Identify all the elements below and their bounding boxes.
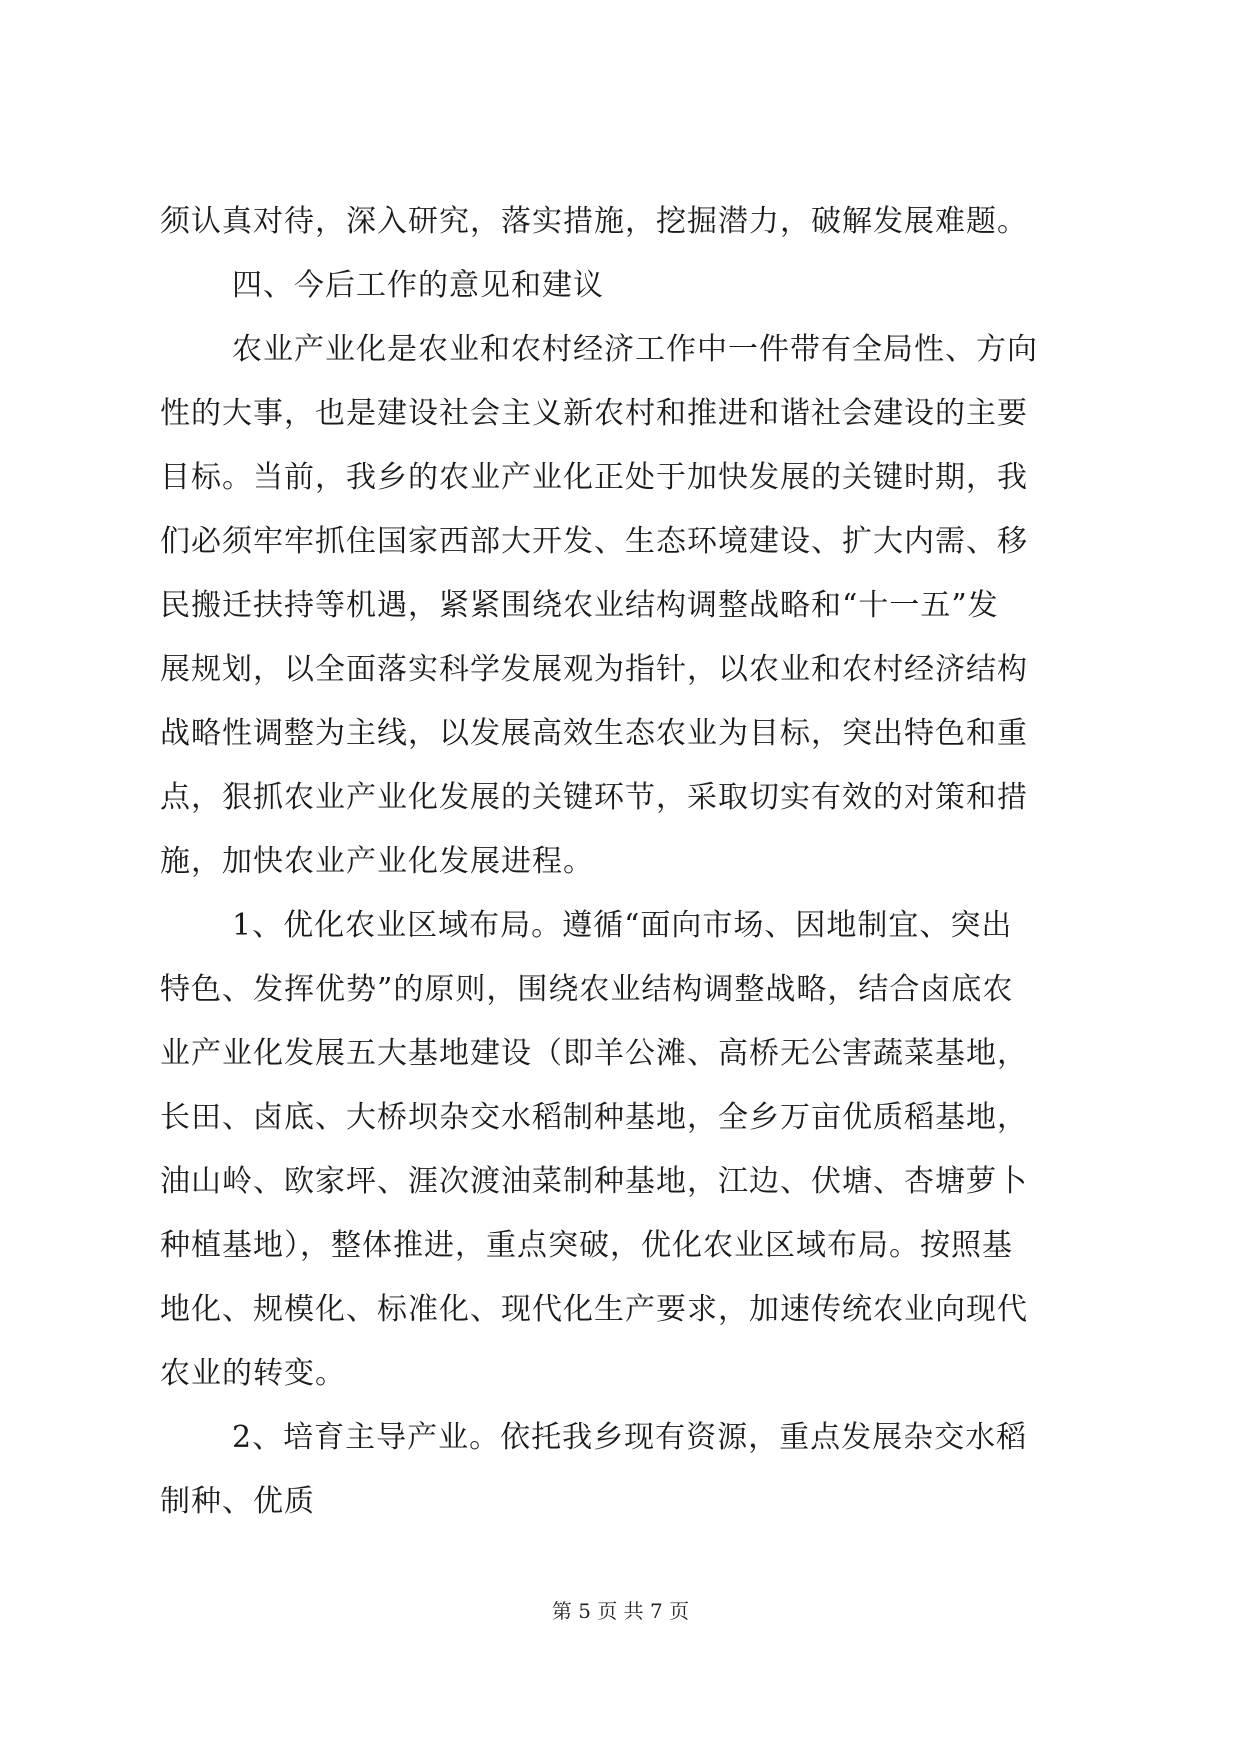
text-line: 2、培育主导产业。依托我乡现有资源，重点发展杂交水稻 <box>232 1420 1028 1455</box>
text-line: 民搬迁扶持等机遇，紧紧围绕农业结构调整战略和“十一五”发 <box>160 588 999 623</box>
document-body <box>160 190 1092 1534</box>
text-line: 油山岭、欧家坪、涯次渡油菜制种基地，江边、伏塘、杏塘萝卜 <box>160 1164 1028 1199</box>
text-line: 1、优化农业区域布局。遵循“面向市场、因地制宜、突出 <box>232 908 1013 943</box>
text-line: 农业的转变。 <box>160 1356 346 1391</box>
text-line: 制种、优质 <box>160 1484 315 1519</box>
text-line: 们必须牢牢抓住国家西部大开发、生态环境建设、扩大内需、移 <box>160 524 1028 559</box>
text-line: 农业产业化是农业和农村经济工作中一件带有全局性、方向 <box>232 332 1038 367</box>
text-line: 地化、规模化、标准化、现代化生产要求，加速传统农业向现代 <box>160 1292 1028 1327</box>
page-number-footer: 第 5 页 共 7 页 <box>551 1599 690 1623</box>
text-line: 战略性调整为主线，以发展高效生态农业为目标，突出特色和重 <box>160 716 1028 751</box>
text-line: 展规划，以全面落实科学发展观为指针，以农业和农村经济结构 <box>160 652 1028 687</box>
section-heading: 四、今后工作的意见和建议 <box>232 268 604 303</box>
text-line: 点，狠抓农业产业化发展的关键环节，采取切实有效的对策和措 <box>160 780 1028 815</box>
text-line: 施，加快农业产业化发展进程。 <box>160 844 594 879</box>
text-line: 性的大事，也是建设社会主义新农村和推进和谐社会建设的主要 <box>160 396 1028 431</box>
text-line: 特色、发挥优势”的原则，围绕农业结构调整战略，结合卤底农 <box>160 972 1014 1007</box>
text-line: 目标。当前，我乡的农业产业化正处于加快发展的关键时期，我 <box>160 460 1028 495</box>
text-line: 业产业化发展五大基地建设（即羊公滩、高桥无公害蔬菜基地， <box>160 1036 1028 1071</box>
text-line: 须认真对待，深入研究，落实措施，挖掘潜力，破解发展难题。 <box>160 204 1028 239</box>
text-line: 种植基地），整体推进，重点突破，优化农业区域布局。按照基 <box>160 1228 1013 1263</box>
text-line: 长田、卤底、大桥坝杂交水稻制种基地，全乡万亩优质稻基地， <box>160 1100 1028 1135</box>
